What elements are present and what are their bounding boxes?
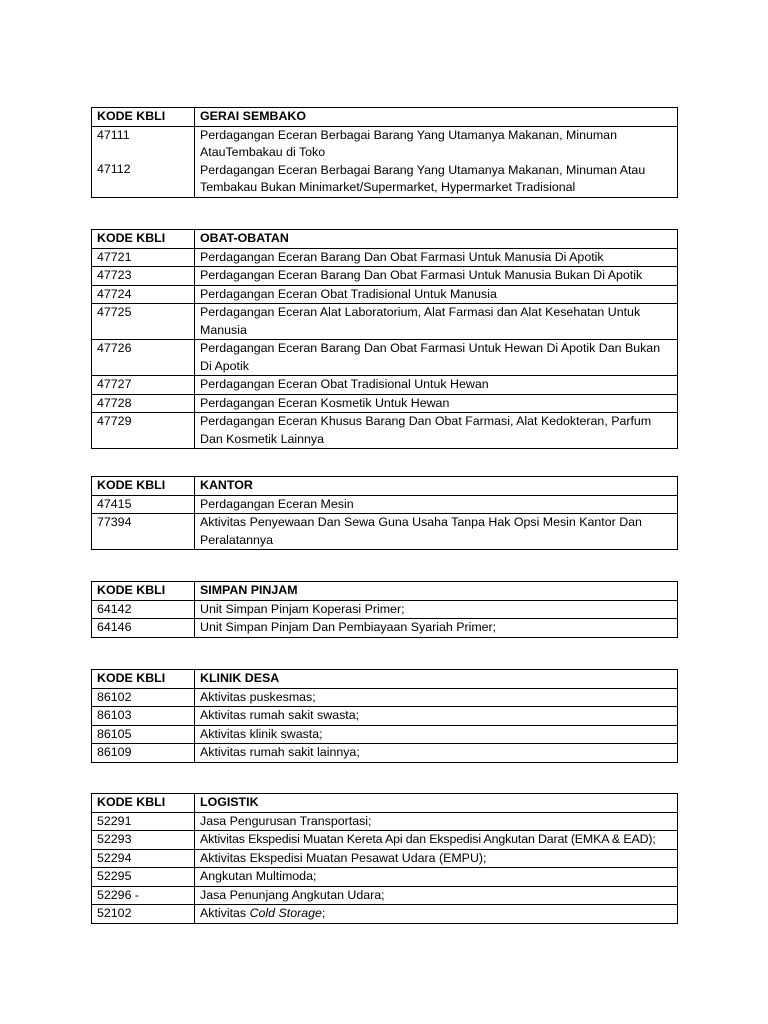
kbli-code: 47112 (97, 162, 131, 176)
kbli-description: Perdagangan Eceran Obat Tradisional Untuk Manusia (195, 285, 678, 304)
kbli-description: Unit Simpan Pinjam Dan Pembiayaan Syariah Primer; (195, 619, 678, 638)
kbli-code: 47724 (92, 285, 195, 304)
table-row (92, 744, 678, 763)
kbli-code: 47723 (92, 267, 195, 286)
table-row (92, 905, 678, 924)
kbli-code: 86105 (92, 725, 195, 744)
table-row (92, 267, 678, 286)
kbli-description: Aktivitas rumah sakit swasta; (195, 707, 678, 726)
kbli-code: 47111 (97, 127, 130, 142)
code-header: KODE KBLI (92, 670, 195, 689)
table-row (92, 495, 678, 514)
category-title: OBAT-OBATAN (195, 230, 678, 249)
kbli-description: Aktivitas klinik swasta; (195, 725, 678, 744)
kbli-description: Perdagangan Eceran Barang Dan Obat Farmasi Untuk Hewan Di Apotik Dan Bukan Di Apotik (195, 340, 678, 376)
kbli-description: Perdagangan Eceran Barang Dan Obat Farmasi Untuk Manusia Di Apotik (195, 248, 678, 267)
table-obat-obatan (91, 229, 678, 449)
code-header: KODE KBLI (92, 230, 195, 249)
code-header: KODE KBLI (92, 582, 195, 601)
table-header-row (92, 108, 678, 127)
kbli-code: 77394 (92, 514, 195, 550)
table-row (92, 831, 678, 850)
kbli-code: 47726 (92, 340, 195, 376)
kbli-code: 47725 (92, 304, 195, 340)
kbli-code: 47721 (92, 248, 195, 267)
category-title: SIMPAN PINJAM (195, 582, 678, 601)
kbli-description: Perdagangan Eceran Berbagai Barang Yang Utamanya Makanan, Minuman AtauTembakau di Toko (200, 127, 617, 159)
table-logistik (91, 793, 678, 924)
table-row (92, 725, 678, 744)
table-header-row (92, 582, 678, 601)
kbli-description: Unit Simpan Pinjam Koperasi Primer; (195, 600, 678, 619)
table-row (92, 413, 678, 449)
kbli-description: Aktivitas Penyewaan Dan Sewa Guna Usaha Tanpa Hak Opsi Mesin Kantor Dan Peralatannya (195, 514, 678, 550)
table-row (92, 812, 678, 831)
kbli-description: Angkutan Multimoda; (195, 868, 678, 887)
table-row (92, 285, 678, 304)
kbli-code: 86109 (92, 744, 195, 763)
kbli-description: Jasa Penunjang Angkutan Udara; (195, 886, 678, 905)
table-row (92, 688, 678, 707)
kbli-description: Perdagangan Eceran Mesin (195, 495, 678, 514)
kbli-code: 52102 (92, 905, 195, 924)
code-header: KODE KBLI (92, 794, 195, 813)
table-row (92, 126, 678, 197)
table-gerai-sembako (91, 107, 678, 198)
kbli-code: 86103 (92, 707, 195, 726)
table-header-row (92, 477, 678, 496)
kbli-code: 64146 (92, 619, 195, 638)
kbli-code: 47728 (92, 394, 195, 413)
kbli-description: Perdagangan Eceran Kosmetik Untuk Hewan (195, 394, 678, 413)
kbli-description: Aktivitas Ekspedisi Muatan Kereta Api dan Ekspedisi Angkutan Darat (EMKA & EAD); (195, 831, 678, 850)
kbli-description: Aktivitas Ekspedisi Muatan Pesawat Udara (EMPU); (195, 849, 678, 868)
table-kantor (91, 476, 678, 550)
kbli-code: 47727 (92, 376, 195, 395)
kbli-description: Aktivitas puskesmas; (195, 688, 678, 707)
description-prefix: Aktivitas (200, 906, 250, 920)
category-title: KLINIK DESA (195, 670, 678, 689)
table-row (92, 514, 678, 550)
kbli-description (195, 905, 678, 924)
table-row (92, 304, 678, 340)
table-simpan-pinjam (91, 581, 678, 638)
kbli-code: 47415 (92, 495, 195, 514)
table-row (92, 886, 678, 905)
description-cell (195, 126, 678, 197)
code-header: KODE KBLI (92, 477, 195, 496)
kbli-code: 52296 - (92, 886, 195, 905)
table-row (92, 849, 678, 868)
table-header-row (92, 794, 678, 813)
kbli-code: 52293 (92, 831, 195, 850)
kbli-description: Aktivitas rumah sakit lainnya; (195, 744, 678, 763)
code-header: KODE KBLI (92, 108, 195, 127)
kbli-code: 47729 (92, 413, 195, 449)
table-row (92, 619, 678, 638)
table-row (92, 376, 678, 395)
table-row (92, 340, 678, 376)
category-title: LOGISTIK (195, 794, 678, 813)
kbli-description: Perdagangan Eceran Khusus Barang Dan Obat Farmasi, Alat Kedokteran, Parfum Dan Kosmetik Lainnya (195, 413, 678, 449)
table-header-row (92, 230, 678, 249)
category-title: KANTOR (195, 477, 678, 496)
kbli-description: Perdagangan Eceran Alat Laboratorium, Alat Farmasi dan Alat Kesehatan Untuk Manusia (195, 304, 678, 340)
description-suffix: ; (321, 906, 326, 920)
kbli-code: 64142 (92, 600, 195, 619)
table-row (92, 394, 678, 413)
code-cell (92, 126, 195, 197)
table-header-row (92, 670, 678, 689)
kbli-code: 86102 (92, 688, 195, 707)
kbli-description: Perdagangan Eceran Berbagai Barang Yang Utamanya Makanan, Minuman Atau Tembakau Bukan Minimarket/Supermarket, Hypermarket Tradisional (200, 162, 646, 194)
table-row (92, 707, 678, 726)
description-italic-term: Cold Storage (249, 906, 322, 920)
table-row (92, 868, 678, 887)
kbli-code: 52295 (92, 868, 195, 887)
table-klinik-desa (91, 669, 678, 763)
kbli-description: Perdagangan Eceran Barang Dan Obat Farmasi Untuk Manusia Bukan Di Apotik (195, 267, 678, 286)
kbli-code: 52291 (92, 812, 195, 831)
table-row (92, 248, 678, 267)
table-row (92, 600, 678, 619)
kbli-code: 52294 (92, 849, 195, 868)
category-title: GERAI SEMBAKO (195, 108, 678, 127)
kbli-description: Perdagangan Eceran Obat Tradisional Untuk Hewan (195, 376, 678, 395)
kbli-description: Jasa Pengurusan Transportasi; (195, 812, 678, 831)
